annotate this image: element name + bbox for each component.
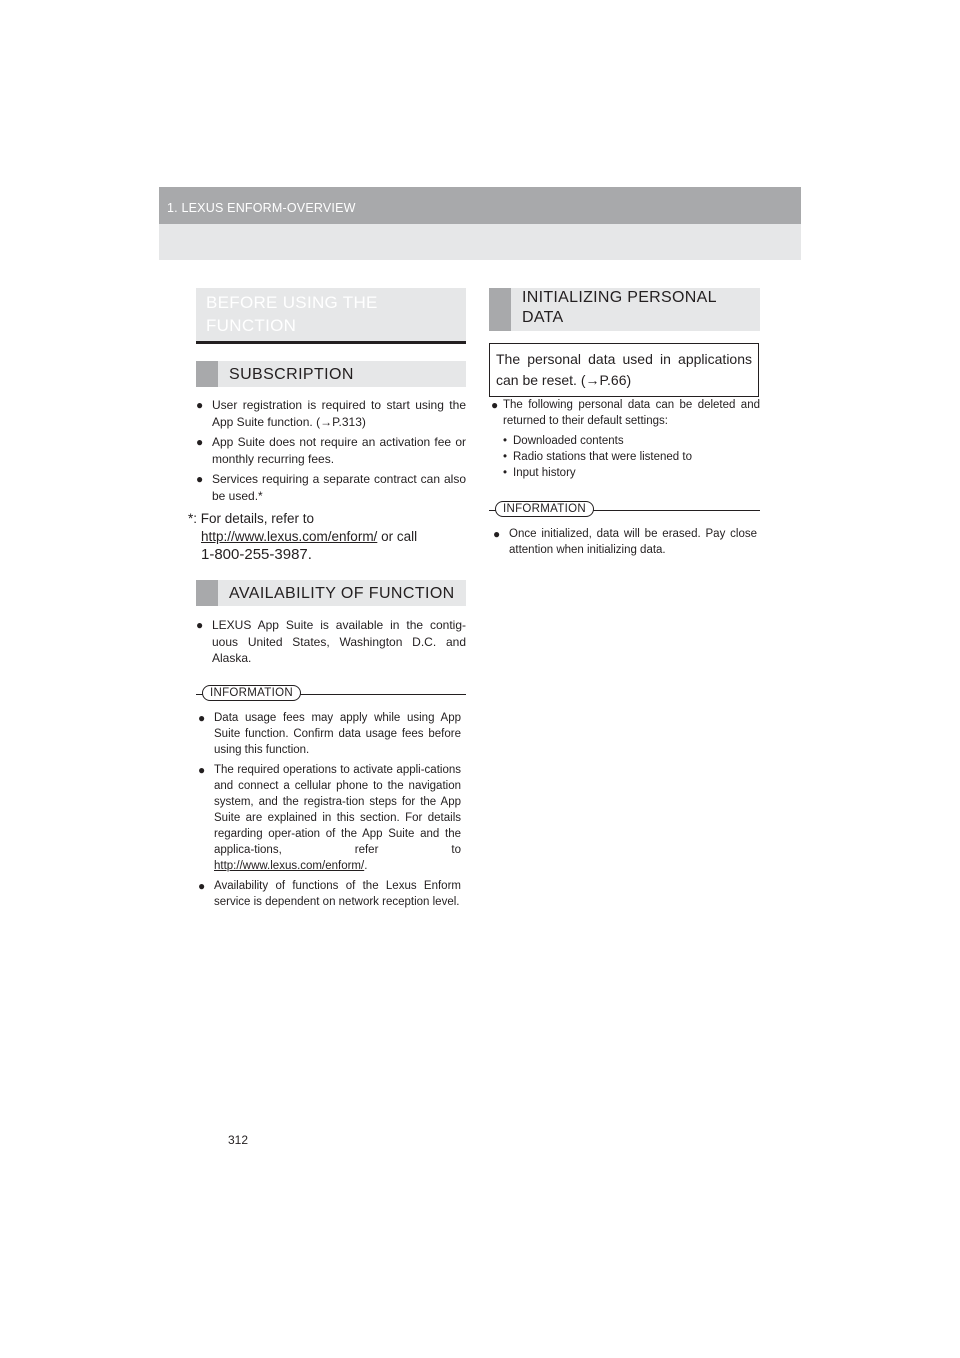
- footnote-phone: 1-800-255-3987.: [201, 546, 312, 563]
- list-item: ● Availability of functions of the Lexus Enform service is dependent on network reception level.: [198, 879, 461, 908]
- bullet-icon: ●: [491, 398, 499, 412]
- heading-availability-label: AVAILABILITY OF FUNCTION: [229, 585, 455, 602]
- title-line-1: BEFORE USING THE: [206, 293, 378, 312]
- bullet-icon: ●: [198, 711, 206, 725]
- title-line-1: INITIALIZING PERSONAL: [522, 289, 717, 306]
- sub-list-item: • Radio stations that were listened to: [503, 451, 692, 463]
- heading-availability: [196, 580, 466, 606]
- list-item: ● User registration is required to start using the App Suite function. (→P.313): [196, 398, 466, 429]
- info-bullets: [493, 526, 757, 562]
- bullet-icon: ●: [198, 763, 206, 777]
- list-item: ● App Suite does not require an activation fee or monthly recurring fees.: [196, 435, 466, 466]
- bullet-icon: ●: [196, 398, 204, 412]
- subscription-bullets: [196, 397, 466, 508]
- section-title: 1. LEXUS ENFORM-OVERVIEW: [167, 201, 356, 215]
- title-underline: [196, 341, 466, 344]
- footnote: [188, 510, 468, 564]
- initialize-content: [491, 397, 760, 481]
- sub-list-item: • Downloaded contents: [503, 435, 624, 447]
- sub-list-item: • Input history: [503, 467, 576, 479]
- bullet-icon: ●: [196, 618, 204, 632]
- footnote-prefix: *: For details, refer to: [188, 511, 315, 526]
- title-before-using: [196, 288, 466, 341]
- heading-subscription-label: SUBSCRIPTION: [229, 366, 354, 383]
- footnote-suffix: or call: [377, 529, 418, 544]
- list-item: ● LEXUS App Suite is available in the contig-uous United States, Washington D.C. and Alaska.: [196, 618, 466, 665]
- list-item: ● Once initialized, data will be erased. Pay close attention when initializing data.: [493, 527, 757, 556]
- list-item: ● The following personal data can be deleted and returned to their default settings:: [491, 398, 760, 427]
- heading-subscription: [196, 361, 466, 387]
- heading-marker: [196, 361, 218, 387]
- list-item: ● Services requiring a separate contract can also be used.*: [196, 472, 466, 503]
- list-item: ● The required operations to activate appli-cations and connect a cellular phone to the navigation system, and the registra-tion steps for the App Suite are explained in this section. For details regarding oper-ation of the App Suite and the applica-tions, refer to http://www.lexus.com/enform/.: [198, 763, 461, 872]
- bullet-icon: ●: [196, 435, 204, 449]
- title-initializing: [489, 288, 760, 331]
- info-bullets: [198, 710, 461, 914]
- bullet-icon: ●: [198, 879, 206, 893]
- info-badge: INFORMATION: [495, 501, 594, 517]
- header-band-lower: [159, 224, 801, 260]
- title-line-2: FUNCTION: [206, 316, 297, 335]
- bullet-icon: ●: [196, 472, 204, 486]
- title-marker: [489, 288, 511, 331]
- footnote-link[interactable]: http://www.lexus.com/enform/: [201, 529, 378, 544]
- title-line-2: DATA: [522, 309, 564, 326]
- availability-bullets: [196, 617, 466, 671]
- list-item: ● Data usage fees may apply while using App Suite function. Confirm data usage fees before using this function.: [198, 711, 461, 756]
- info-link[interactable]: http://www.lexus.com/enform/: [214, 860, 365, 872]
- sub-list: [491, 433, 760, 481]
- heading-marker: [196, 580, 218, 606]
- page-number: 312: [228, 1133, 249, 1147]
- note-box: The personal data used in applications can be reset. (→P.66): [489, 343, 759, 397]
- bullet-icon: ●: [493, 527, 501, 541]
- info-badge: INFORMATION: [202, 685, 301, 701]
